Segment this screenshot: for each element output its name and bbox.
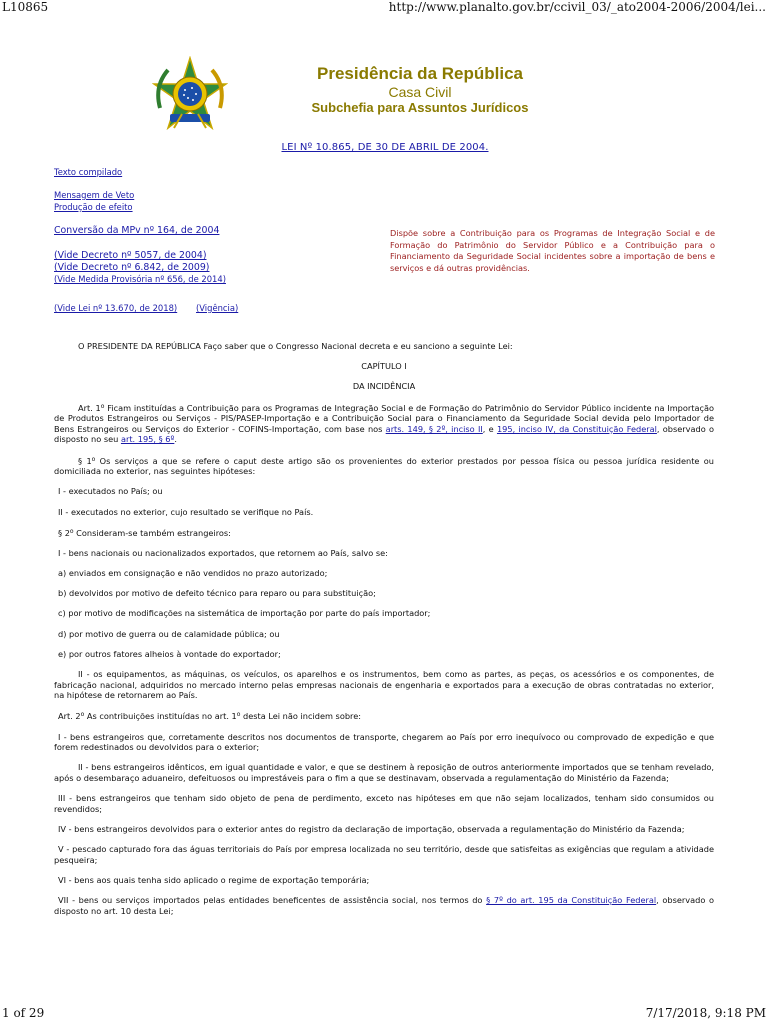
chapter-number: CAPÍTULO I <box>361 361 407 372</box>
print-header-url: http://www.planalto.gov.br/ccivil_03/_ato2004-2006/2004/lei... <box>388 0 766 14</box>
chapter-title: DA INCIDÊNCIA <box>352 381 416 392</box>
link-art-195-p7[interactable]: § 7º do art. 195 da Constituição Federal <box>486 895 657 906</box>
link-art-195-p6[interactable]: art. 195, § 6º <box>120 434 175 445</box>
link-vide-decreto-6842[interactable]: (Vide Decreto nº 6.842, de 2009) <box>54 262 210 273</box>
article-2-item-v: V - pescado capturado fora das águas territoriais do País por empresa localizada no seu território, desde que satisfeitas as exigências que regulam a atividade pesqueira; <box>54 844 714 865</box>
article-2-item-ii: II - bens estrangeiros idênticos, em igual quantidade e valor, e que se destinem à reposição de outros anteriormente importados que se tenham revelado, após o desembaraço aduaneiro, defeituosos ou imprestáveis para o fim a que se destinavam, observada a regulamentação do Ministério da Fazenda; <box>54 762 714 783</box>
article-1-p2-item-d: d) por motivo de guerra ou de calamidade pública; ou <box>58 628 280 639</box>
article-2: Art. 2$^o$ As contribuições instituídas no art. 1$^o$ desta Lei não incidem sobre: <box>58 711 362 722</box>
law-summary: Dispõe sobre a Contribuição para os Programas de Integração Social e de Formação do Patrimônio do Servidor Público e a Contribuição para o Financiamento da Seguridade Social incidentes sobre a importação de bens e serviços e dá outras providências. <box>390 228 715 273</box>
article-2-item-vii: VII - bens ou serviços importados pelas entidades beneficentes de assistência social, nos termos do § 7º do art. 195 da Constituição Federal, observado o disposto no art. 10 desta Lei; <box>54 895 714 916</box>
article-1: Art. 1$^o$ Ficam instituídas a Contribuição para os Programas de Integração Social e de Formação do Patrimônio do Servidor Público incidente na Importação de Produtos Estrangeiros ou Serviços - PIS/PASEP-Importação e a Contribuição Social para o Financiamento da Seguridade Social devida pelo Importador de Bens Estrangeiros ou Serviços do Exterior - COFINS-Importação, com base nos arts. 149, § 2º, inciso II, e 195, inciso IV, da Constituição Federal, observado o disposto no seu art. 195, § 6º. <box>54 402 715 445</box>
link-art-149[interactable]: arts. 149, § 2º, inciso II <box>385 423 483 434</box>
article-1-p2-item-b: b) devolvidos por motivo de defeito técnico para reparo ou para substituição; <box>58 588 376 599</box>
article-2-item-i: I - bens estrangeiros que, corretamente descritos nos documentos de transporte, chegarem ao País por erro inequívoco ou comprovado de expedição e que forem redestinados ou devolvidos para o exterior; <box>54 731 714 753</box>
preamble: O PRESIDENTE DA REPÚBLICA Faço saber que o Congresso Nacional decreta e eu sanciono a seguinte Lei: <box>78 341 513 351</box>
page-subtitle: Casa Civil <box>388 84 452 100</box>
link-vide-lei-13670[interactable]: (Vide Lei nº 13.670, de 2018) <box>54 303 178 313</box>
article-1-p2-item-e: e) por outros fatores alheios à vontade do exportador; <box>58 648 281 659</box>
link-art-195-iv[interactable]: 195, inciso IV, da Constituição Federal <box>496 423 657 434</box>
law-body <box>54 341 714 926</box>
article-1-paragraph-1: § 1$^o$ Os serviços a que se refere o caput deste artigo são os provenientes do exterior prestados por pessoa física ou pessoa jurídica residente ou domiciliada no exterior, nas seguintes hipóteses: <box>54 455 715 477</box>
article-1-p2-item-c: c) por motivo de modificações na sistemática de importação por parte do país importador; <box>58 608 431 619</box>
article-1-p2-item-ii: II - os equipamentos, as máquinas, os veículos, os aparelhos e os instrumentos, bem como as partes, as peças, os acessórios e os componentes, de fabricação nacional, adquiridos no mercado interno pelas empresas nacionais de engenharia e exportados para a execução de obras contratadas no exterior, na hipótese de retornarem ao País. <box>54 669 714 701</box>
link-vide-decreto-5057[interactable]: (Vide Decreto nº 5057, de 2004) <box>54 250 207 261</box>
office-name: Subchefia para Assuntos Jurídicos <box>311 100 529 115</box>
link-producao-efeito[interactable]: Produção de efeito <box>54 202 133 212</box>
print-footer-date: 7/17/2018, 9:18 PM <box>645 1006 766 1020</box>
link-mensagem-veto[interactable]: Mensagem de Veto <box>54 190 135 200</box>
article-1-p2-item-i: I - bens nacionais ou nacionalizados exportados, que retornem ao País, salvo se: <box>58 547 388 558</box>
link-vide-mp-656[interactable]: (Vide Medida Provisória nº 656, de 2014) <box>54 274 226 284</box>
article-2-item-vi: VI - bens aos quais tenha sido aplicado o regime de exportação temporária; <box>58 874 370 885</box>
print-header-title: L10865 <box>2 0 49 14</box>
print-header <box>0 0 768 16</box>
print-footer-page: 1 of 29 <box>2 1006 45 1020</box>
article-1-p2-item-a: a) enviados em consignação e não vendidos no prazo autorizado; <box>58 568 328 579</box>
article-2-item-iii: III - bens estrangeiros que tenham sido objeto de pena de perdimento, exceto nas hipóteses em que não sejam localizados, tenham sido consumidos ou revendidos; <box>54 793 714 814</box>
page-header <box>250 64 590 116</box>
article-1-p1-item-ii: II - executados no exterior, cujo resultado se verifique no País. <box>58 506 314 517</box>
article-2-item-iv: IV - bens estrangeiros devolvidos para o exterior antes do registro da declaração de importação, observada a regulamentação do Ministério da Fazenda; <box>58 823 685 834</box>
article-1-p1-item-i: I - executados no País; ou <box>58 486 163 497</box>
print-footer <box>0 1006 768 1022</box>
link-texto-compilado[interactable]: Texto compilado <box>54 167 123 177</box>
brazil-coat-of-arms-icon <box>152 56 228 132</box>
law-title-link[interactable]: LEI Nº 10.865, DE 30 DE ABRIL DE 2004. <box>281 142 489 153</box>
link-conversao-mpv[interactable]: Conversão da MPv nº 164, de 2004 <box>54 225 220 236</box>
page-title: Presidência da República <box>317 64 523 83</box>
article-1-paragraph-2: § 2$^o$ Consideram-se também estrangeiros: <box>58 527 231 538</box>
link-vigencia[interactable]: (Vigência) <box>196 303 239 313</box>
